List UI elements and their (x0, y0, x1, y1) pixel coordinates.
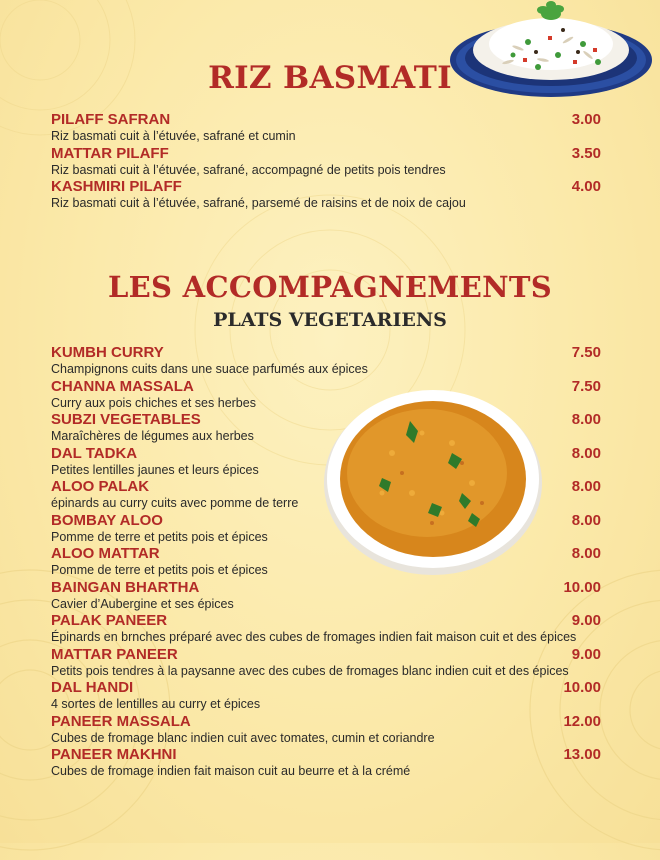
menu-item (51, 646, 601, 680)
menu-item-description: Maraîchères de légumes aux herbes (51, 429, 254, 443)
menu-item (51, 713, 601, 747)
menu-item (51, 145, 601, 179)
menu-item-price: 3.50 (571, 144, 601, 162)
menu-item-name: PANEER MASSALA (51, 712, 191, 730)
menu-item-price: 7.50 (571, 377, 601, 395)
sides-menu-list (51, 344, 601, 780)
menu-item-price: 8.00 (571, 545, 601, 562)
menu-item (51, 545, 601, 579)
menu-item-description: Curry aux pois chiches et ses herbes (51, 395, 256, 410)
menu-item-name: DAL TADKA (51, 444, 138, 462)
sides-section-title: LES ACCOMPAGNEMENTS (107, 270, 553, 304)
menu-item (51, 746, 601, 780)
menu-item-description: Épinards en brnches préparé avec des cubes de fromages indien fait maison cuit et des épices (51, 630, 577, 644)
menu-item (51, 178, 601, 212)
menu-item-description: 4 sortes de lentilles au curry et épices (51, 697, 261, 711)
menu-item-description: Petits pois tendres à la paysanne avec des cubes de fromages blanc indien cuit et des épices (51, 663, 569, 678)
menu-item-description: Riz basmati cuit à l’étuvée, safrané, accompagné de petits pois tendres (51, 162, 446, 177)
menu-item (51, 378, 601, 412)
menu-item-description: Cubes de fromage indien fait maison cuit au beurre et à la crémé (51, 764, 411, 778)
menu-item (51, 411, 601, 445)
menu-item-price: 9.00 (571, 612, 601, 629)
menu-item-name: BAINGAN BHARTHA (51, 578, 200, 596)
menu-item-price: 9.00 (571, 645, 601, 663)
menu-item-description: Riz basmati cuit à l’étuvée, safrané et cumin (51, 129, 296, 143)
menu-item-name: ALOO PALAK (51, 478, 150, 495)
menu-item-price: 8.00 (571, 478, 601, 495)
menu-item-price: 8.00 (571, 411, 601, 428)
menu-item (51, 344, 601, 378)
menu-item (51, 679, 601, 713)
menu-item-name: BOMBAY ALOO (51, 511, 163, 529)
menu-item-description: Petites lentilles jaunes et leurs épices (51, 462, 259, 477)
menu-item (51, 612, 601, 646)
menu-item (51, 478, 601, 512)
menu-item-description: Cavier d’Aubergine et ses épices (51, 596, 234, 611)
menu-item-name: PANEER MAKHNI (51, 746, 177, 763)
menu-item-description: Champignons cuits dans une suace parfumés aux épices (51, 362, 368, 376)
rice-section-title: RIZ BASMATI (208, 60, 452, 96)
menu-item-description: Pomme de terre et petits pois et épices (51, 529, 268, 544)
menu-item-name: KUMBH CURRY (51, 344, 164, 361)
menu-item-price: 10.00 (563, 679, 601, 696)
menu-item (51, 512, 601, 546)
menu-item-name: CHANNA MASSALA (51, 377, 194, 395)
menu-item-price: 3.00 (571, 111, 601, 128)
menu-item (51, 445, 601, 479)
menu-item-price: 8.00 (571, 511, 601, 529)
menu-item-price: 4.00 (571, 178, 601, 195)
menu-item-name: PALAK PANEER (51, 612, 168, 629)
menu-item-name: DAL HANDI (51, 679, 134, 696)
menu-item-description: Pomme de terre et petits pois et épices (51, 563, 268, 577)
rice-menu-list (51, 111, 601, 212)
menu-item-name: PILAFF SAFRAN (51, 111, 171, 128)
menu-item-description: Cubes de fromage blanc indien cuit avec tomates, cumin et coriandre (51, 730, 435, 745)
menu-item (51, 579, 601, 613)
sides-section-subtitle: PLATS VEGETARIENS (213, 309, 447, 331)
menu-item-name: SUBZI VEGETABLES (51, 411, 201, 428)
menu-item-name: MATTAR PANEER (51, 645, 178, 663)
menu-item (51, 111, 601, 145)
menu-item-price: 13.00 (563, 746, 601, 763)
menu-item-price: 12.00 (563, 712, 601, 730)
menu-item-price: 8.00 (571, 444, 601, 462)
menu-item-name: KASHMIRI PILAFF (51, 178, 182, 195)
menu-item-name: MATTAR PILAFF (51, 144, 169, 162)
menu-item-description: épinards au curry cuits avec pomme de terre (51, 496, 299, 510)
menu-item-name: ALOO MATTAR (51, 545, 160, 562)
menu-item-price: 10.00 (563, 578, 601, 596)
menu-item-description: Riz basmati cuit à l’étuvée, safrané, parsemé de raisins et de noix de cajou (51, 196, 466, 210)
menu-item-price: 7.50 (571, 344, 601, 361)
